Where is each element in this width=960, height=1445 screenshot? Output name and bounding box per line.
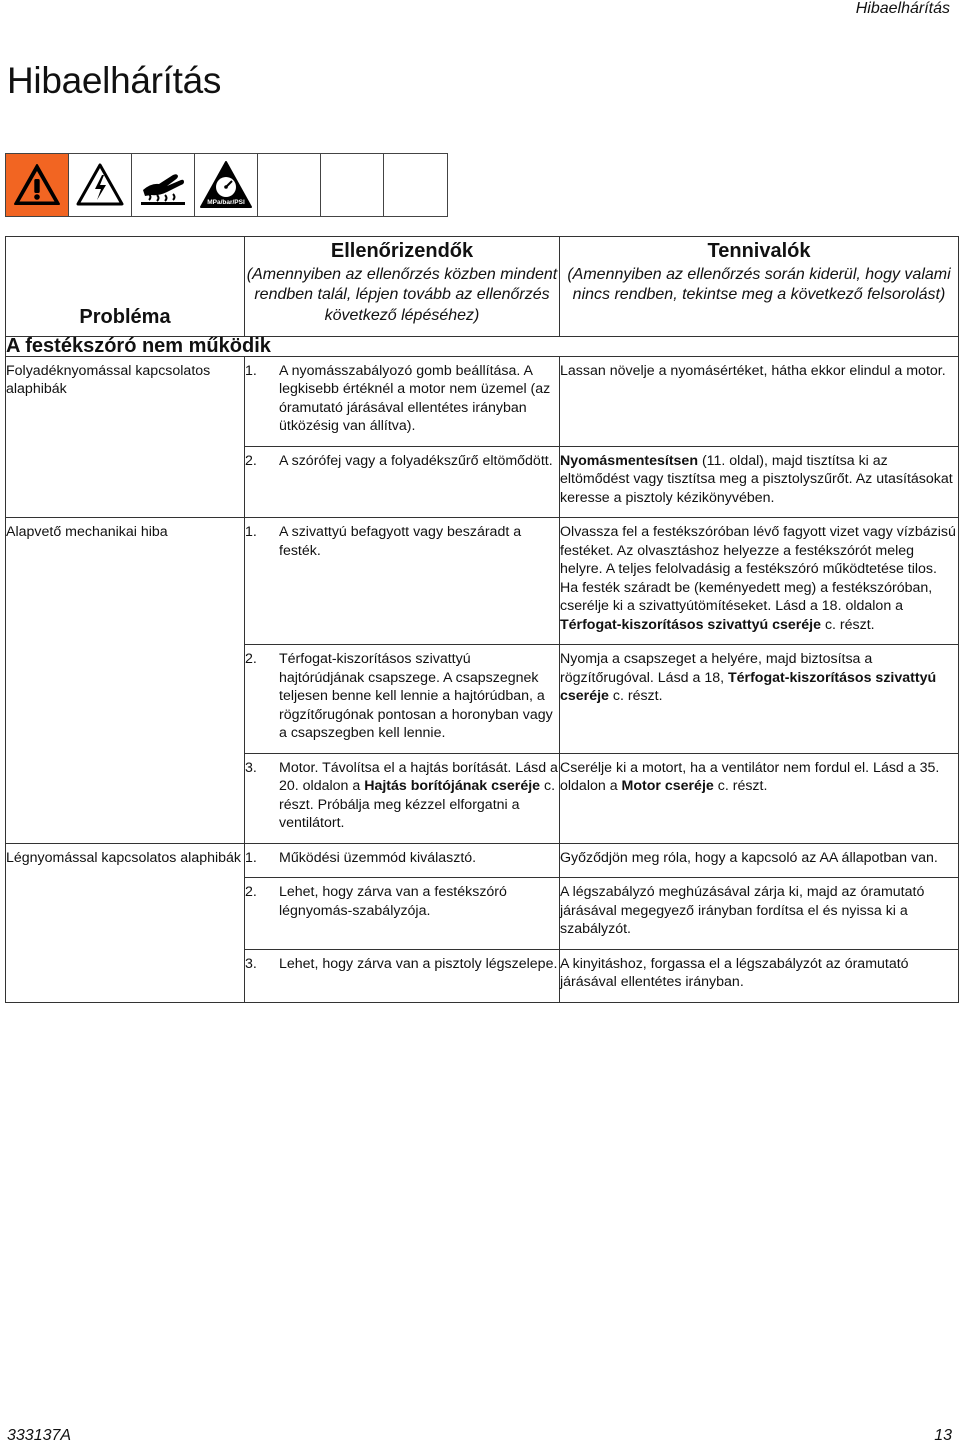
section-row [6,337,959,357]
empty-icon-cell [258,154,321,216]
item-number: 3. [245,759,257,776]
check-cell [245,949,560,1002]
check-column-subtitle: (Amennyiben az ellenőrzés közben mindent rendben talál, lépjen tovább az ellenőrzés következő lépéséhez) [246,265,558,324]
table-row [6,356,959,446]
empty-icon-cell [384,154,447,216]
general-warning-icon [6,154,69,216]
check-text-part: c. részt. Próbálja meg kézzel elforgatni a ventilátort. [279,778,556,831]
check-column-title: Ellenőrizendők [330,240,474,262]
check-text: Működési üzemmód kiválasztó. [279,849,477,866]
page-title: Hibaelhárítás [7,60,222,101]
pressure-gauge-icon [195,154,258,216]
action-text-part: c. részt. [821,616,875,633]
action-text-part: c. részt. [713,778,768,794]
problem-cell [6,518,245,844]
action-column-header [560,237,959,337]
check-column-header [245,237,560,337]
action-text: A légszabályzó meghúzásával zárja ki, majd az óramutató járásával megegyező irányban fordítsa el és nyissa ki a szabályzót. [560,884,925,937]
action-cell [560,949,959,1002]
check-text [279,759,559,833]
action-text-part: c. részt. [608,688,663,704]
check-text: Térfogat-kiszorításos szivattyú hajtórúdjának csapszege. A csapszegnek teljesen benne kell lennie a hajtórúdban, a rögzítőrugónak pontosan a horonyban vagy a csapszegben kell lennie. [279,651,553,741]
empty-icon-cell [321,154,384,216]
check-cell [245,518,560,645]
check-cell [245,645,560,754]
table-row [6,518,959,645]
hot-surface-icon [132,154,195,216]
action-text: Lassan növelje a nyomásértéket, hátha ekkor elindul a motor. [560,362,946,379]
gauge-label: MPa/bar/PSI [207,199,245,206]
problem-text: Alapvető mechanikai hiba [6,524,168,540]
action-cell [560,356,959,446]
table-row [6,843,959,878]
running-header: Hibaelhárítás [855,0,950,17]
item-number: 1. [245,849,257,866]
check-text: Lehet, hogy zárva van a pisztoly légszelepe. [279,955,558,972]
item-number: 1. [245,362,257,379]
check-cell [245,446,560,518]
problem-column-header: Probléma [6,237,245,337]
check-cell [245,356,560,446]
problem-cell [6,356,245,518]
action-bold-text: Motor cseréje [621,778,714,794]
action-text [560,651,936,704]
problem-text: Folyadéknyomással kapcsolatos alaphibák [6,362,211,397]
action-cell [560,878,959,950]
item-number: 1. [245,524,257,540]
document-number: 333137A [7,1427,72,1444]
action-bold-text: Nyomásmentesítsen [560,452,698,469]
action-column-subtitle: (Amennyiben az ellenőrzés során kiderül, hogy valami nincs rendben, tekintse meg a következő felsorolást) [567,265,951,303]
section-title: A festékszóró nem működik [6,337,959,357]
check-bold-text: Hajtás borítójának cseréje [364,778,541,794]
action-text-part: Nyomja a csapszeget a helyére, majd biztosítsa a rögzítőrugóval. Lásd a 18, [560,651,873,686]
check-cell [245,843,560,878]
check-text: A nyomásszabályozó gomb beállítása. A legkisebb értéknél a motor nem üzemel (az óramutató járásával ellentétes irányban ütközésig van állítva). [279,362,551,434]
action-text [560,453,953,506]
action-cell [560,446,959,518]
action-bold-text: Térfogat-kiszorításos szivattyú cseréje [560,616,821,633]
item-number: 3. [245,955,257,972]
action-text [560,524,956,633]
page-number: 13 [934,1427,952,1444]
check-text: Lehet, hogy zárva van a festékszóró légnyomás-szabályzója. [279,884,507,919]
action-cell [560,518,959,645]
check-text: A szivattyú befagyott vagy beszáradt a festék. [279,524,522,559]
action-text-part: Olvassza fel a festékszóróban lévő fagyott vizet vagy vízbázisú festéket. Az olvasztáshoz helyezze a festékszórót meleg helyre. A teljes felolvadásig a festékszóró működtetése tilos. Ha festék száradt be (keményedett meg) a festékszóróban, cserélje ki a szivattyútömítéseket. Lásd a 18. oldalon a [560,524,956,614]
problem-cell [6,843,245,1002]
action-text [560,760,939,795]
item-number: 2. [245,651,257,667]
item-number: 2. [245,884,257,900]
check-cell [245,753,560,843]
action-text: Győződjön meg róla, hogy a kapcsoló az AA állapotban van. [560,849,938,866]
check-cell [245,878,560,950]
troubleshooting-table [5,236,959,1003]
warning-icon-strip [5,153,448,217]
check-text-part: Motor. Távolítsa el a hajtás borítását. Lásd a 20. oldalon a [279,759,558,794]
action-text-part: Cserélje ki a motort, ha a ventilátor nem fordul el. Lásd a 35. oldalon a [560,759,940,794]
action-cell [560,843,959,878]
problem-text: Légnyomással kapcsolatos alaphibák [6,849,242,866]
action-rest-text: (11. oldal), majd tisztítsa ki az eltömődést vagy tisztítsa meg a pisztolyszűrőt. Az utasításokat keresse a pisztoly kézikönyvében. [560,452,953,506]
action-cell [560,753,959,843]
action-bold-text: Térfogat-kiszorításos szivattyú cseréje [560,669,937,704]
action-column-title: Tennivalók [707,240,811,262]
table-header-row [6,237,959,337]
check-text: A szórófej vagy a folyadékszűrő eltömődött. [279,452,553,469]
action-cell [560,645,959,754]
item-number: 2. [245,452,257,469]
electric-shock-icon [69,154,132,216]
action-text: A kinyitáshoz, forgassa el a légszabályzót az óramutató járásával ellentétes irányban. [560,955,909,990]
